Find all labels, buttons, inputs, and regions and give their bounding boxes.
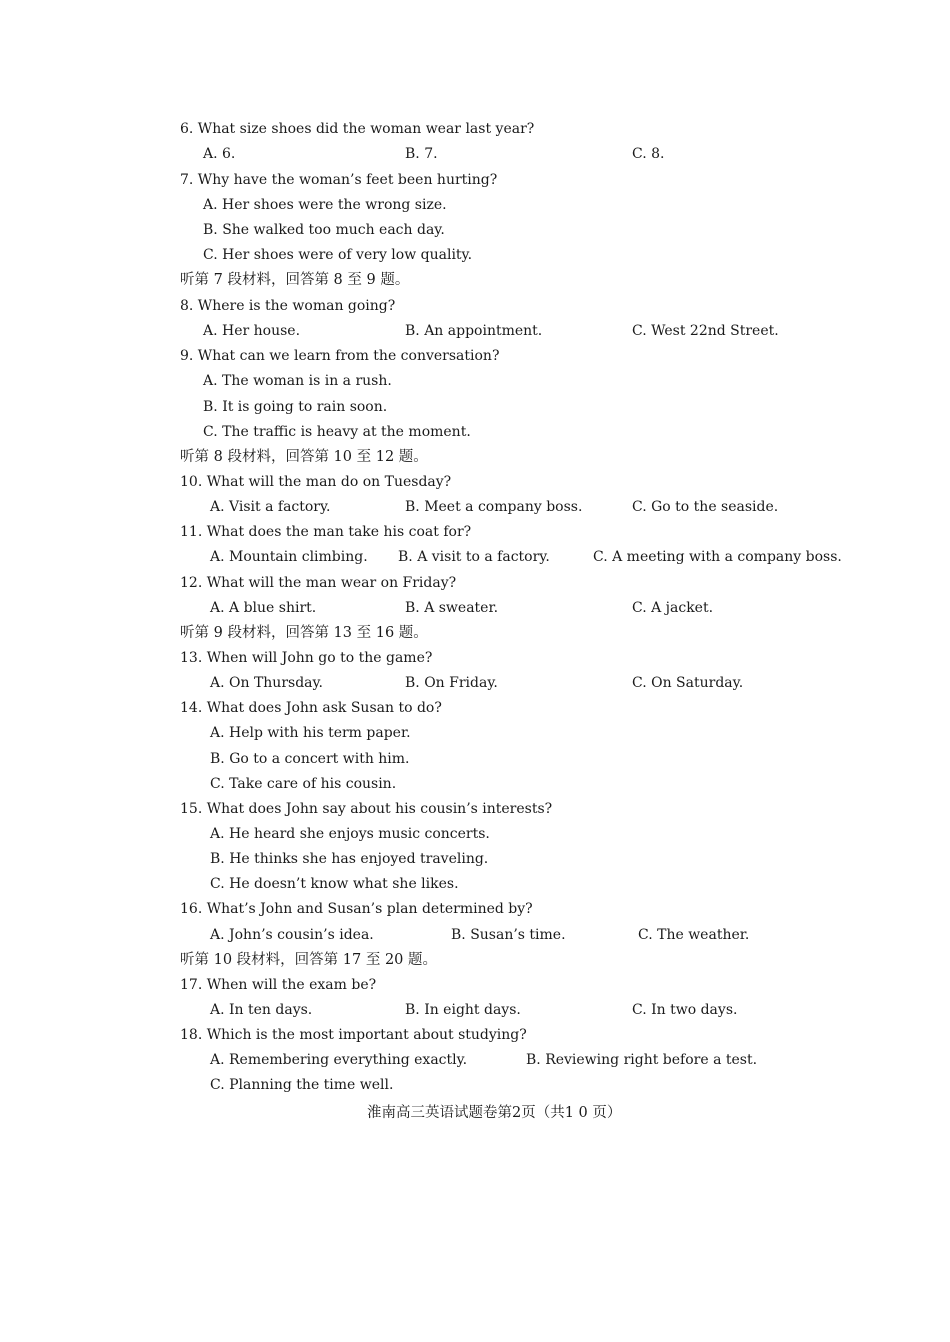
answer-option: A. Her shoes were the wrong size. [203, 197, 447, 213]
answer-option: C. West 22nd Street. [632, 323, 779, 339]
question-text: 16. What’s John and Susan’s plan determined by? [180, 901, 533, 917]
answer-option: A. John’s cousin’s idea. [210, 927, 374, 943]
answer-option: A. 6. [203, 146, 236, 162]
question-text: 8. Where is the woman going? [180, 298, 396, 314]
answer-option: C. In two days. [632, 1002, 738, 1018]
answer-option: B. Meet a company boss. [405, 499, 583, 515]
answer-option: C. A jacket. [632, 600, 714, 616]
answer-option: B. A sweater. [405, 600, 499, 616]
answer-option: C. A meeting with a company boss. [593, 549, 842, 565]
question-text: 17. When will the exam be? [180, 977, 377, 993]
answer-option: A. Help with his term paper. [210, 725, 411, 741]
question-text: 18. Which is the most important about studying? [180, 1027, 527, 1043]
answer-option: A. Remembering everything exactly. [210, 1052, 468, 1068]
question-text: 11. What does the man take his coat for? [180, 524, 472, 540]
answer-option: B. 7. [405, 146, 438, 162]
section-instruction: 听第 7 段材料，回答第 8 至 9 题。 [180, 272, 410, 288]
answer-option: A. Her house. [203, 323, 301, 339]
answer-option: C. He doesn’t know what she likes. [210, 876, 459, 892]
answer-option: B. He thinks she has enjoyed traveling. [210, 851, 489, 867]
answer-option: B. A visit to a factory. [398, 549, 550, 565]
page-footer: 淮南高三英语试题卷第2页（共1 0 页） [367, 1105, 622, 1121]
question-text: 12. What will the man wear on Friday? [180, 575, 457, 591]
answer-option: C. Go to the seaside. [632, 499, 779, 515]
answer-option: B. An appointment. [405, 323, 543, 339]
answer-option: A. In ten days. [210, 1002, 313, 1018]
answer-option: A. Mountain climbing. [210, 549, 368, 565]
answer-option: A. He heard she enjoys music concerts. [210, 826, 490, 842]
answer-option: C. 8. [632, 146, 665, 162]
question-text: 6. What size shoes did the woman wear last year? [180, 121, 535, 137]
answer-option: C. The weather. [638, 927, 750, 943]
question-text: 9. What can we learn from the conversation? [180, 348, 500, 364]
answer-option: B. Go to a concert with him. [210, 751, 410, 767]
section-instruction: 听第 9 段材料，回答第 13 至 16 题。 [180, 625, 428, 641]
answer-option: C. The traffic is heavy at the moment. [203, 424, 471, 440]
question-text: 14. What does John ask Susan to do? [180, 700, 442, 716]
answer-option: B. It is going to rain soon. [203, 399, 388, 415]
answer-option: B. In eight days. [405, 1002, 521, 1018]
answer-option: C. On Saturday. [632, 675, 744, 691]
question-text: 7. Why have the woman’s feet been hurting? [180, 172, 498, 188]
section-instruction: 听第 10 段材料，回答第 17 至 20 题。 [180, 952, 438, 968]
answer-option: A. A blue shirt. [210, 600, 317, 616]
question-text: 13. When will John go to the game? [180, 650, 433, 666]
answer-option: B. Reviewing right before a test. [526, 1052, 758, 1068]
answer-option: A. On Thursday. [210, 675, 324, 691]
question-text: 10. What will the man do on Tuesday? [180, 474, 452, 490]
answer-option: C. Take care of his cousin. [210, 776, 397, 792]
answer-option: A. The woman is in a rush. [203, 373, 392, 389]
answer-option: B. She walked too much each day. [203, 222, 445, 238]
question-text: 15. What does John say about his cousin’s interests? [180, 801, 553, 817]
answer-option: C. Planning the time well. [210, 1077, 394, 1093]
section-instruction: 听第 8 段材料，回答第 10 至 12 题。 [180, 449, 428, 465]
answer-option: B. Susan’s time. [451, 927, 566, 943]
answer-option: C. Her shoes were of very low quality. [203, 247, 473, 263]
answer-option: B. On Friday. [405, 675, 498, 691]
answer-option: A. Visit a factory. [210, 499, 331, 515]
